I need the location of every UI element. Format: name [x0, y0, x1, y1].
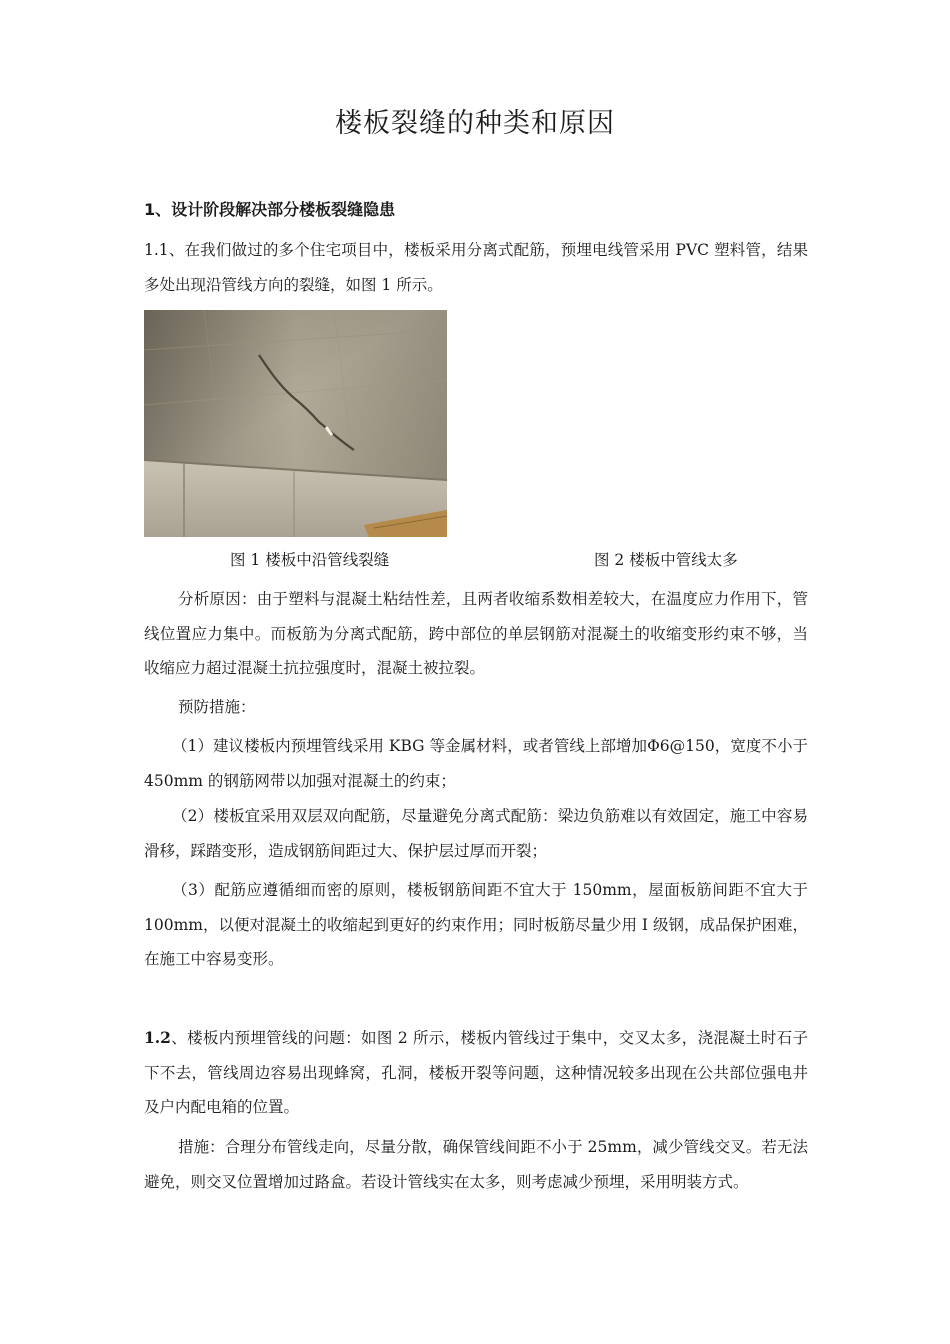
figure-2-caption: 图 2 楼板中管线太多 — [594, 551, 738, 569]
measures-paragraph: 措施：合理分布管线走向，尽量分散，确保管线间距不小于 25mm，减少管线交叉。若无法避免，则交叉位置增加过路盒。若设计管线实在太多，则考虑减少预埋，采用明装方式。 — [144, 1138, 808, 1191]
figure-1-photo — [144, 310, 447, 537]
analysis-paragraph: 分析原因：由于塑料与混凝土粘结性差，且两者收缩系数相差较大，在温度应力作用下，管线位置应力集中。而板筋为分离式配筋，跨中部位的单层钢筋对混凝土的收缩变形约束不够，当收缩应力超过混凝土抗拉强度时，混凝土被拉裂。 — [144, 590, 808, 677]
figure-1-caption: 图 1 楼板中沿管线裂缝 — [230, 551, 390, 569]
section-heading: 1、设计阶段解决部分楼板裂缝隐患 — [144, 200, 396, 219]
prevention-label: 预防措施： — [178, 698, 256, 716]
paragraph-1-1: 1.1、在我们做过的多个住宅项目中，楼板采用分离式配筋，预埋电线管采用 PVC 塑料管，结果多处出现沿管线方向的裂缝，如图 1 所示。 — [144, 241, 808, 294]
paragraph-1-2-number: 1.2 — [144, 1028, 171, 1047]
measure-2: （2）楼板宜采用双层双向配筋，尽量避免分离式配筋：梁边负筋难以有效固定，施工中容易滑移，踩踏变形，造成钢筋间距过大、保护层过厚而开裂； — [144, 807, 808, 860]
ceiling-crack-image — [144, 310, 447, 537]
page-title: 楼板裂缝的种类和原因 — [335, 108, 615, 139]
measure-1: （1）建议楼板内预埋管线采用 KBG 等金属材料，或者管线上部增加Φ6@150，宽度不小于 450mm 的钢筋网带以加强对混凝土的约束； — [144, 737, 808, 790]
measure-3: （3）配筋应遵循细而密的原则，楼板钢筋间距不宜大于 150mm，屋面板筋间距不宜大于 100mm，以便对混凝土的收缩起到更好的约束作用；同时板筋尽量少用 I 级钢，成品保护困难，在施工中容易变形。 — [144, 881, 808, 968]
paragraph-1-2-text: 、楼板内预埋管线的问题：如图 2 所示，楼板内管线过于集中，交叉太多，浇混凝土时石子下不去，管线周边容易出现蜂窝，孔洞，楼板开裂等问题，这种情况较多出现在公共部位强电井及户内配电箱的位置。 — [144, 1029, 808, 1116]
paragraph-1-2 — [144, 1021, 808, 1125]
